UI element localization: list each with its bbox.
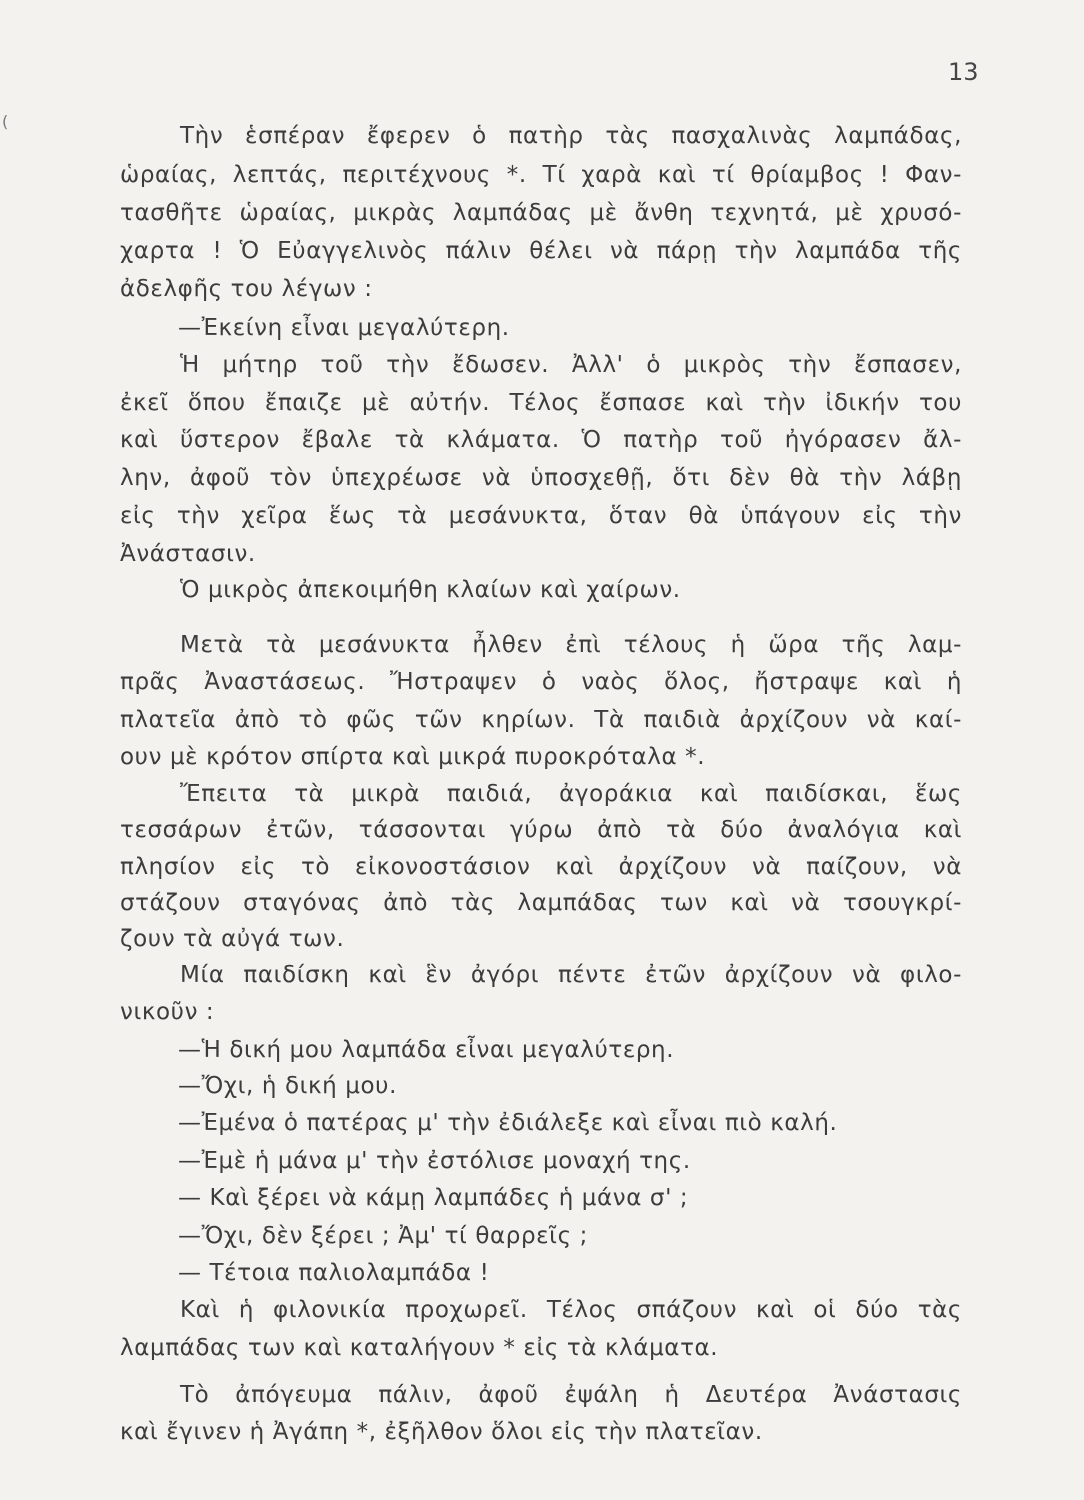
text-line: —Ἐμένα ὁ πατέρας μ' τὴν ἐδιάλεξε καὶ εἶναι πιὸ καλή. [178,1110,838,1136]
text-line: καὶ ἔγινεν ἡ Ἀγάπη *, ἐξῆλθον ὅλοι εἰς τὴν πλατεῖαν. [120,1419,763,1445]
text-line: Ὁ μικρὸς ἀπεκοιμήθη κλαίων καὶ χαίρων. [180,577,681,603]
text-line: τεσσάρων ἐτῶν, τάσσονται γύρω ἀπὸ τὰ δύο ἀναλόγια καὶ [120,817,962,843]
margin-mark: ( [2,112,9,131]
text-line: Ἔπειτα τὰ μικρὰ παιδιά, ἀγοράκια καὶ παιδίσκαι, ἕως [180,781,962,807]
page-number: 13 [948,58,979,86]
text-line: ὡραίας, λεπτάς, περιτέχνους *. Τί χαρὰ καὶ τί θρίαμβος ! Φαν- [120,162,962,188]
text-line: καὶ ὕστερον ἔβαλε τὰ κλάματα. Ὁ πατὴρ τοῦ ἠγόρασεν ἄλ- [120,427,962,453]
text-line: ἀδελφῆς του λέγων : [120,276,373,302]
text-line: — Καὶ ξέρει νὰ κάμῃ λαμπάδες ἡ μάνα σ' ; [178,1185,689,1211]
text-line: —Ὄχι, ἡ δική μου. [178,1073,397,1099]
text-line: εἰς τὴν χεῖρα ἕως τὰ μεσάνυκτα, ὅταν θὰ ὑπάγουν εἰς τὴν [120,503,962,529]
text-line: —Ἐμὲ ἡ μάνα μ' τὴν ἐστόλισε μοναχή της. [178,1148,691,1174]
text-line: Μετὰ τὰ μεσάνυκτα ἦλθεν ἐπὶ τέλους ἡ ὥρα τῆς λαμ- [180,632,962,658]
text-line: λαμπάδας των καὶ καταλήγουν * εἰς τὰ κλάματα. [120,1335,719,1361]
text-line: Ἀνάστασιν. [120,541,256,567]
text-line: πρᾶς Ἀναστάσεως. Ἤστραψεν ὁ ναὸς ὅλος, ἤστραψε καὶ ἡ [120,669,962,695]
text-line: —Ἡ δική μου λαμπάδα εἶναι μεγαλύτερη. [178,1037,675,1063]
text-line: —Ἐκείνη εἶναι μεγαλύτερη. [178,315,510,341]
text-line: νικοῦν : [120,999,215,1025]
text-line: —Ὄχι, δὲν ξέρει ; Ἀμ' τί θαρρεῖς ; [178,1223,588,1249]
text-line: λην, ἀφοῦ τὸν ὑπεχρέωσε νὰ ὑποσχεθῇ, ὅτι δὲν θὰ τὴν λάβῃ [120,465,962,491]
text-line: ζουν τὰ αὐγά των. [120,926,345,952]
text-line: τασθῆτε ὡραίας, μικρὰς λαμπάδας μὲ ἄνθη τεχνητά, μὲ χρυσό- [120,200,962,226]
text-line: χαρτα ! Ὁ Εὐαγγελινὸς πάλιν θέλει νὰ πάρῃ τὴν λαμπάδα τῆς [120,238,962,264]
text-line: πλατεῖα ἀπὸ τὸ φῶς τῶν κηρίων. Τὰ παιδιὰ ἀρχίζουν νὰ καί- [120,707,962,733]
text-line: Καὶ ἡ φιλονικία προχωρεῖ. Τέλος σπάζουν καὶ οἱ δύο τὰς [180,1297,962,1323]
text-line: ἐκεῖ ὅπου ἔπαιζε μὲ αὐτήν. Τέλος ἔσπασε καὶ τὴν ἰδικήν του [120,390,962,416]
text-line: ουν μὲ κρότον σπίρτα καὶ μικρά πυροκρόταλα *. [120,744,706,770]
text-line: στάζουν σταγόνας ἀπὸ τὰς λαμπάδας των καὶ νὰ τσουγκρί- [120,890,962,916]
text-line: Ἡ μήτηρ τοῦ τὴν ἔδωσεν. Ἀλλ' ὁ μικρὸς τὴν ἔσπασεν, [180,352,962,378]
text-line: Μία παιδίσκη καὶ ἓν ἀγόρι πέντε ἐτῶν ἀρχίζουν νὰ φιλο- [180,962,962,988]
text-line: Τὴν ἑσπέραν ἔφερεν ὁ πατὴρ τὰς πασχαλινὰς λαμπάδας, [180,123,962,149]
text-line: Τὸ ἀπόγευμα πάλιν, ἀφοῦ ἐψάλη ἡ Δευτέρα Ἀνάστασις [180,1382,962,1408]
text-line: πλησίον εἰς τὸ εἰκονοστάσιον καὶ ἀρχίζουν νὰ παίζουν, νὰ [120,854,962,880]
text-line: — Τέτοια παλιολαμπάδα ! [178,1260,490,1286]
